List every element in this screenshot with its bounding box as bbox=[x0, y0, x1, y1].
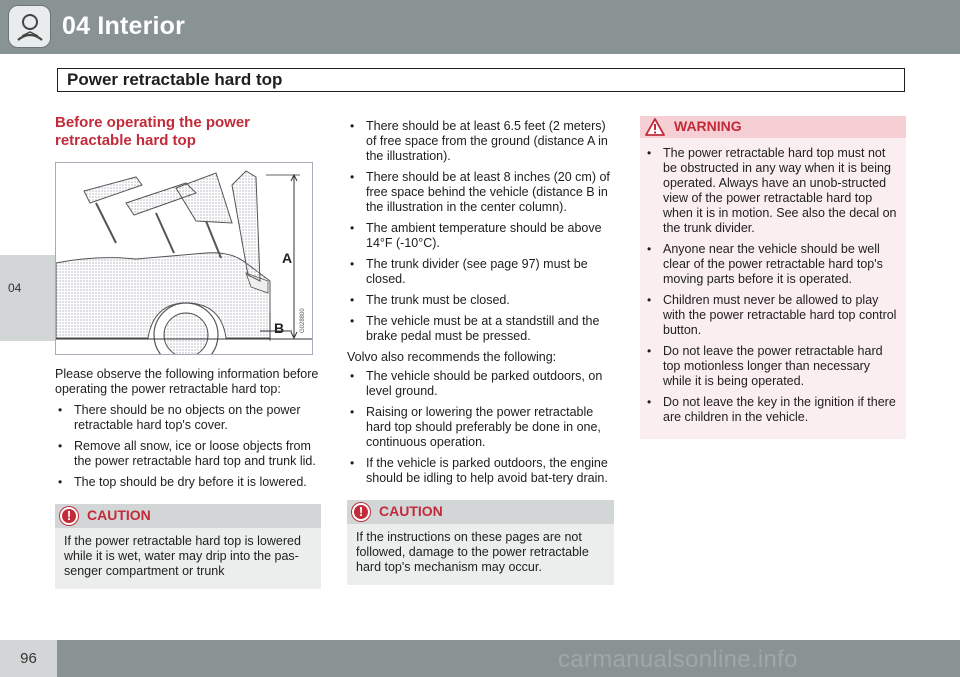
list-item: • There should be at least 6.5 feet (2 meters) of free space from the ground (distance A in the illustration). bbox=[347, 119, 614, 164]
list-item: • The vehicle must be at a standstill and the brake pedal must be pressed. bbox=[347, 314, 614, 344]
list-item: • The top should be dry before it is lowered. bbox=[55, 475, 321, 490]
list-item: • There should be no objects on the power retractable hard top's cover. bbox=[55, 403, 321, 433]
footer-bar bbox=[0, 640, 960, 677]
section-heading: Before operating the power retractable hard top bbox=[55, 114, 251, 149]
intro-text: Please observe the following information before operating the power retractable hard top: bbox=[55, 367, 319, 396]
caution-text: If the power retractable hard top is lowered while it is wet, water may drip into the pas-senger compartment or trunk bbox=[64, 534, 301, 578]
list-item: • The ambient temperature should be above 14°F (-10°C). bbox=[347, 221, 614, 251]
list-item: • There should be at least 8 inches (20 cm) of free space behind the vehicle (distance B in the illustration in the center column). bbox=[347, 170, 614, 215]
list-item: • Do not leave the key in the ignition if there are children in the vehicle. bbox=[644, 395, 898, 425]
warning-title: WARNING bbox=[674, 118, 742, 134]
middle-column bbox=[347, 115, 614, 585]
list-item: • The trunk must be closed. bbox=[347, 293, 614, 308]
list-item: • Remove all snow, ice or loose objects from the power retractable hard top and trunk lid. bbox=[55, 439, 321, 469]
list-item: • The power retractable hard top must not be obstructed in any way when it is being operated. Always have an unob-structed view of the power retractable hard top when it is in motion. See also the decal on the trunk divider. bbox=[644, 146, 898, 236]
recommend-intro: Volvo also recommends the following: bbox=[347, 350, 557, 364]
caution-header bbox=[347, 500, 614, 524]
warning-box bbox=[640, 116, 906, 439]
illustration-code: G028800 bbox=[300, 308, 306, 333]
recommendation-list bbox=[347, 369, 614, 486]
hard-top-illustration bbox=[55, 162, 313, 355]
dimension-b-label: B bbox=[274, 320, 285, 336]
right-column bbox=[640, 116, 906, 439]
warning-header bbox=[640, 116, 906, 138]
caution-text: If the instructions on these pages are not followed, damage to the power retractable hard top's mechanism may occur. bbox=[356, 530, 589, 574]
chapter-title: 04 Interior bbox=[62, 12, 186, 40]
caution-header bbox=[55, 504, 321, 528]
chapter-tab-label: 04 bbox=[8, 281, 22, 295]
list-item: • The vehicle should be parked outdoors, on level ground. bbox=[347, 369, 614, 399]
section-title: Power retractable hard top bbox=[57, 68, 905, 92]
list-item: • Anyone near the vehicle should be well clear of the power retractable hard top's moving parts before it is operated. bbox=[644, 242, 898, 287]
prerequisite-list bbox=[55, 403, 321, 490]
caution-icon: ! bbox=[352, 503, 370, 521]
page-number: 96 bbox=[0, 640, 57, 677]
list-item: • The trunk divider (see page 97) must be closed. bbox=[347, 257, 614, 287]
caution-box bbox=[55, 504, 321, 589]
caution-title: CAUTION bbox=[379, 503, 443, 519]
list-item: • Children must never be allowed to play with the power retractable hard top control button. bbox=[644, 293, 898, 338]
chapter-tab[interactable] bbox=[0, 255, 57, 341]
caution-icon: ! bbox=[60, 507, 78, 525]
dimension-a-label: A bbox=[282, 250, 293, 266]
volvo-book-icon bbox=[8, 5, 51, 48]
list-item: • Do not leave the power retractable hard top motionless longer than necessary while it is being operated. bbox=[644, 344, 898, 389]
caution-box bbox=[347, 500, 614, 585]
list-item: • Raising or lowering the power retractable hard top should preferably be done in one, continuous operation. bbox=[347, 405, 614, 450]
requirement-list bbox=[347, 119, 614, 344]
warning-triangle-icon bbox=[645, 118, 665, 136]
left-column bbox=[55, 112, 321, 589]
side-strip bbox=[0, 54, 57, 640]
caution-title: CAUTION bbox=[87, 507, 151, 523]
watermark: carmanualsonline.info bbox=[558, 646, 798, 673]
warning-list bbox=[640, 146, 906, 425]
list-item: • If the vehicle is parked outdoors, the engine should be idling to help avoid bat-tery drain. bbox=[347, 456, 614, 486]
